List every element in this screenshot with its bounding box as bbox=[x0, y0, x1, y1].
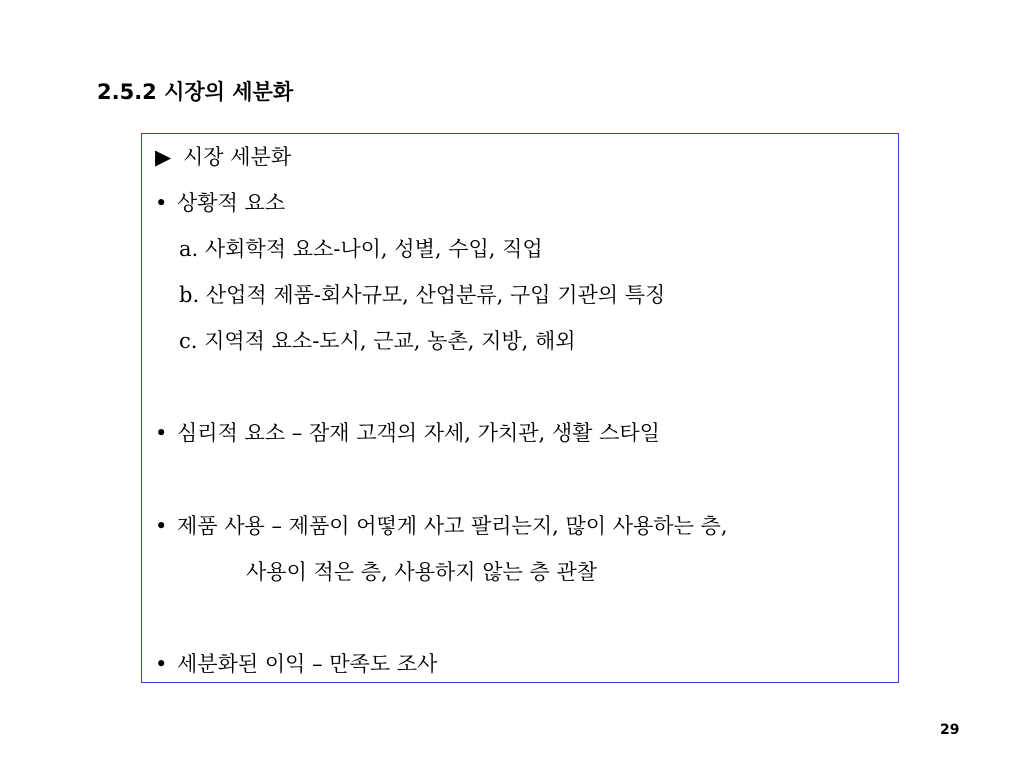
bullet-icon: • bbox=[155, 191, 168, 215]
bullet-icon: • bbox=[155, 514, 168, 538]
bullet-situational bbox=[155, 188, 285, 218]
bullet-product-usage bbox=[155, 511, 728, 541]
slide-title: 2.5.2 시장의 세분화 bbox=[97, 80, 294, 104]
situational-item-b: b. 산업적 제품-회사규모, 산업분류, 구입 기관의 특징 bbox=[179, 283, 666, 307]
psychological-text: 심리적 요소 – 잠재 고객의 자세, 가치관, 생활 스타일 bbox=[177, 421, 660, 445]
benefit-text: 세분화된 이익 – 만족도 조사 bbox=[177, 652, 438, 676]
content-box bbox=[141, 133, 899, 683]
page-number: 29 bbox=[940, 722, 960, 738]
product-usage-line1: 제품 사용 – 제품이 어떻게 사고 팔리는지, 많이 사용하는 층, bbox=[177, 514, 728, 538]
box-heading-text: 시장 세분화 bbox=[183, 145, 292, 169]
product-usage-line2: 사용이 적은 층, 사용하지 않는 층 관찰 bbox=[246, 560, 598, 584]
situational-label: 상황적 요소 bbox=[177, 191, 286, 215]
bullet-icon: • bbox=[155, 652, 168, 676]
bullet-psychological bbox=[155, 418, 660, 448]
triangle-icon: ▶ bbox=[155, 145, 172, 169]
situational-item-c: c. 지역적 요소-도시, 근교, 농촌, 지방, 해외 bbox=[179, 329, 576, 353]
box-heading bbox=[155, 142, 291, 172]
bullet-icon: • bbox=[155, 421, 168, 445]
bullet-benefit bbox=[155, 649, 437, 679]
situational-item-a: a. 사회학적 요소-나이, 성별, 수입, 직업 bbox=[179, 237, 543, 261]
